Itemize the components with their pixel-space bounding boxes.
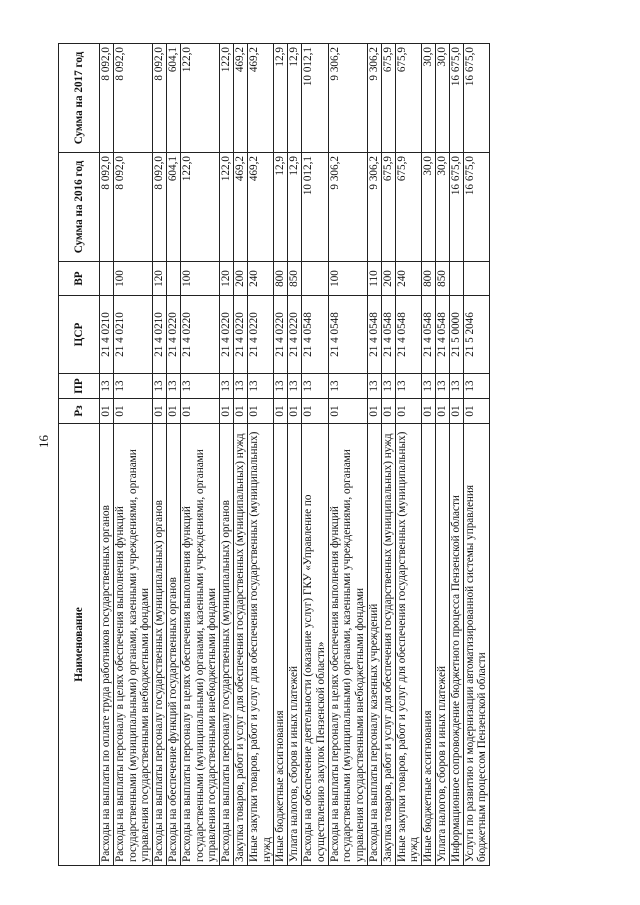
row-rz-cell: 01 (381, 399, 395, 424)
header-sum-2016: Сумма на 2016 год (59, 153, 100, 262)
row-pr-cell: 13 (395, 374, 422, 399)
row-sum-2017-cell: 16 675,0 (463, 44, 490, 153)
row-pr-cell: 13 (113, 374, 152, 399)
row-rz-cell: 01 (367, 399, 381, 424)
row-vr-cell: 110 (367, 262, 381, 296)
table-row (247, 44, 274, 866)
table-row (463, 44, 490, 866)
row-name-cell: Расходы на выплаты по оплате труда работников государственных органов (100, 424, 114, 866)
row-sum-2016-cell: 30,0 (422, 153, 436, 262)
row-sum-2017-cell: 12,9 (274, 44, 288, 153)
row-name-cell: Услуги по развитию и модернизации автоматизированной системы управления бюджетным процессом Пензенской области (463, 424, 490, 866)
row-sum-2017-cell: 16 675,0 (449, 44, 463, 153)
row-pr-cell: 13 (288, 374, 302, 399)
row-sum-2016-cell: 9 306,2 (328, 153, 367, 262)
row-sum-2016-cell: 9 306,2 (367, 153, 381, 262)
row-vr-cell (100, 262, 114, 296)
row-csr-cell: 21 4 0210 (153, 296, 167, 374)
row-pr-cell: 13 (301, 374, 328, 399)
row-name-cell: Расходы на выплаты персоналу в целях обеспечения выполнения функций государственными (муниципальными) органами, казенными учреждениями, органами управления государственными внебюджетными фондами (328, 424, 367, 866)
table-row (166, 44, 180, 866)
row-name-cell: Иные бюджетные ассигнования (274, 424, 288, 866)
row-rz-cell: 01 (220, 399, 234, 424)
header-rz: Рз (59, 399, 100, 424)
row-csr-cell: 21 5 2046 (463, 296, 490, 374)
row-rz-cell: 01 (463, 399, 490, 424)
row-rz-cell: 01 (247, 399, 274, 424)
row-vr-cell: 100 (180, 262, 219, 296)
row-name-cell: Закупка товаров, работ и услуг для обеспечения государственных (муниципальных) нужд (233, 424, 247, 866)
row-sum-2016-cell: 469,2 (233, 153, 247, 262)
row-sum-2017-cell: 469,2 (247, 44, 274, 153)
row-csr-cell: 21 4 0548 (367, 296, 381, 374)
row-name-cell: Иные закупки товаров, работ и услуг для обеспечения государственных (муниципальных) нужд (395, 424, 422, 866)
row-rz-cell: 01 (166, 399, 180, 424)
row-rz-cell: 01 (301, 399, 328, 424)
row-csr-cell: 21 4 0220 (166, 296, 180, 374)
row-name-cell: Расходы на обеспечение деятельности (оказание услуг) ГКУ «Управление по осуществлению закупок Пензенской области» (301, 424, 328, 866)
row-sum-2017-cell: 30,0 (435, 44, 449, 153)
row-sum-2017-cell: 604,1 (166, 44, 180, 153)
row-vr-cell: 800 (274, 262, 288, 296)
table-row (328, 44, 367, 866)
row-csr-cell: 21 4 0220 (220, 296, 234, 374)
row-vr-cell: 100 (113, 262, 152, 296)
row-sum-2017-cell: 122,0 (180, 44, 219, 153)
row-sum-2016-cell: 8 092,0 (113, 153, 152, 262)
table-row (153, 44, 167, 866)
row-name-cell: Расходы на выплаты персоналу государственных (муниципальных) органов (153, 424, 167, 866)
row-pr-cell: 13 (435, 374, 449, 399)
row-sum-2017-cell: 8 092,0 (100, 44, 114, 153)
row-csr-cell: 21 4 0220 (274, 296, 288, 374)
table-row (435, 44, 449, 866)
row-pr-cell: 13 (153, 374, 167, 399)
header-sum-2017: Сумма на 2017 год (59, 44, 100, 153)
row-rz-cell: 01 (274, 399, 288, 424)
row-pr-cell: 13 (449, 374, 463, 399)
row-vr-cell: 200 (233, 262, 247, 296)
row-sum-2017-cell: 30,0 (422, 44, 436, 153)
row-vr-cell (463, 262, 490, 296)
row-sum-2017-cell: 675,9 (381, 44, 395, 153)
table-row (288, 44, 302, 866)
row-sum-2017-cell: 469,2 (233, 44, 247, 153)
row-name-cell: Расходы на выплаты персоналу государственных (муниципальных) органов (220, 424, 234, 866)
row-sum-2017-cell: 9 306,2 (367, 44, 381, 153)
row-rz-cell: 01 (328, 399, 367, 424)
table-row (180, 44, 219, 866)
row-sum-2016-cell: 30,0 (435, 153, 449, 262)
row-csr-cell: 21 4 0220 (233, 296, 247, 374)
row-rz-cell: 01 (100, 399, 114, 424)
row-name-cell: Закупка товаров, работ и услуг для обеспечения государственных (муниципальных) нужд (381, 424, 395, 866)
row-sum-2016-cell: 675,9 (381, 153, 395, 262)
table-header-row (59, 44, 100, 866)
row-vr-cell (301, 262, 328, 296)
table-body (100, 44, 490, 866)
row-csr-cell: 21 4 0548 (435, 296, 449, 374)
row-csr-cell: 21 4 0210 (100, 296, 114, 374)
row-pr-cell: 13 (328, 374, 367, 399)
row-vr-cell: 850 (288, 262, 302, 296)
row-rz-cell: 01 (435, 399, 449, 424)
row-csr-cell: 21 4 0220 (180, 296, 219, 374)
table-row (381, 44, 395, 866)
row-csr-cell: 21 4 0220 (247, 296, 274, 374)
row-vr-cell (449, 262, 463, 296)
table-row (113, 44, 152, 866)
row-csr-cell: 21 4 0548 (395, 296, 422, 374)
row-sum-2016-cell: 122,0 (180, 153, 219, 262)
row-name-cell: Расходы на обеспечение функций государственных органов (166, 424, 180, 866)
row-csr-cell: 21 4 0548 (328, 296, 367, 374)
row-pr-cell: 13 (100, 374, 114, 399)
row-sum-2017-cell: 9 306,2 (328, 44, 367, 153)
row-name-cell: Уплата налогов, сборов и иных платежей (288, 424, 302, 866)
page-number: 16 (36, 435, 51, 448)
row-sum-2017-cell: 10 012,1 (301, 44, 328, 153)
table-row (367, 44, 381, 866)
row-csr-cell: 21 4 0548 (301, 296, 328, 374)
row-pr-cell: 13 (367, 374, 381, 399)
row-sum-2016-cell: 675,9 (395, 153, 422, 262)
row-sum-2016-cell: 10 012,1 (301, 153, 328, 262)
table-row (395, 44, 422, 866)
row-pr-cell: 13 (247, 374, 274, 399)
header-name: Наименование (59, 424, 100, 866)
row-pr-cell: 13 (274, 374, 288, 399)
row-sum-2016-cell: 12,9 (274, 153, 288, 262)
row-name-cell: Иные закупки товаров, работ и услуг для обеспечения государственных (муниципальных) нужд (247, 424, 274, 866)
table-row (449, 44, 463, 866)
row-rz-cell: 01 (449, 399, 463, 424)
row-vr-cell: 850 (435, 262, 449, 296)
row-rz-cell: 01 (113, 399, 152, 424)
row-csr-cell: 21 4 0210 (113, 296, 152, 374)
row-pr-cell: 13 (180, 374, 219, 399)
row-sum-2016-cell: 122,0 (220, 153, 234, 262)
row-sum-2017-cell: 675,9 (395, 44, 422, 153)
row-vr-cell: 240 (247, 262, 274, 296)
row-sum-2017-cell: 8 092,0 (113, 44, 152, 153)
table-row (422, 44, 436, 866)
header-pr: ПР (59, 374, 100, 399)
row-vr-cell: 100 (328, 262, 367, 296)
row-pr-cell: 13 (233, 374, 247, 399)
row-vr-cell: 800 (422, 262, 436, 296)
table-row (220, 44, 234, 866)
row-name-cell: Уплата налогов, сборов и иных платежей (435, 424, 449, 866)
row-sum-2016-cell: 16 675,0 (449, 153, 463, 262)
row-name-cell: Расходы на выплаты персоналу в целях обеспечения выполнения функций государственными (муниципальными) органами, казенными учреждениями, органами управления государственными внебюджетными фондами (113, 424, 152, 866)
row-rz-cell: 01 (395, 399, 422, 424)
table-row (100, 44, 114, 866)
row-name-cell: Информационное сопровождение бюджетного процесса Пензенской области (449, 424, 463, 866)
row-sum-2016-cell: 12,9 (288, 153, 302, 262)
row-vr-cell: 240 (395, 262, 422, 296)
row-sum-2016-cell: 469,2 (247, 153, 274, 262)
table-row (233, 44, 247, 866)
row-sum-2016-cell: 8 092,0 (153, 153, 167, 262)
header-vr: ВР (59, 262, 100, 296)
row-rz-cell: 01 (153, 399, 167, 424)
row-csr-cell: 21 4 0548 (422, 296, 436, 374)
row-pr-cell: 13 (463, 374, 490, 399)
row-vr-cell: 120 (220, 262, 234, 296)
budget-table (58, 43, 490, 866)
row-csr-cell: 21 4 0220 (288, 296, 302, 374)
row-vr-cell: 200 (381, 262, 395, 296)
row-pr-cell: 13 (220, 374, 234, 399)
row-pr-cell: 13 (381, 374, 395, 399)
row-vr-cell: 120 (153, 262, 167, 296)
header-csr: ЦСР (59, 296, 100, 374)
row-sum-2016-cell: 604,1 (166, 153, 180, 262)
row-csr-cell: 21 4 0548 (381, 296, 395, 374)
row-sum-2016-cell: 8 092,0 (100, 153, 114, 262)
row-rz-cell: 01 (288, 399, 302, 424)
rotated-table-container (58, 44, 563, 866)
row-sum-2016-cell: 16 675,0 (463, 153, 490, 262)
row-csr-cell: 21 5 0000 (449, 296, 463, 374)
row-name-cell: Расходы на выплаты персоналу в целях обеспечения выполнения функций государственными (муниципальными) органами, казенными учреждениями, органами управления государственными внебюджетными фондами (180, 424, 219, 866)
row-rz-cell: 01 (180, 399, 219, 424)
row-rz-cell: 01 (422, 399, 436, 424)
row-sum-2017-cell: 12,9 (288, 44, 302, 153)
row-sum-2017-cell: 8 092,0 (153, 44, 167, 153)
table-row (274, 44, 288, 866)
row-pr-cell: 13 (166, 374, 180, 399)
row-pr-cell: 13 (422, 374, 436, 399)
row-vr-cell (166, 262, 180, 296)
row-name-cell: Иные бюджетные ассигнования (422, 424, 436, 866)
row-sum-2017-cell: 122,0 (220, 44, 234, 153)
table-row (301, 44, 328, 866)
row-rz-cell: 01 (233, 399, 247, 424)
row-name-cell: Расходы на выплаты персоналу казенных учреждений (367, 424, 381, 866)
